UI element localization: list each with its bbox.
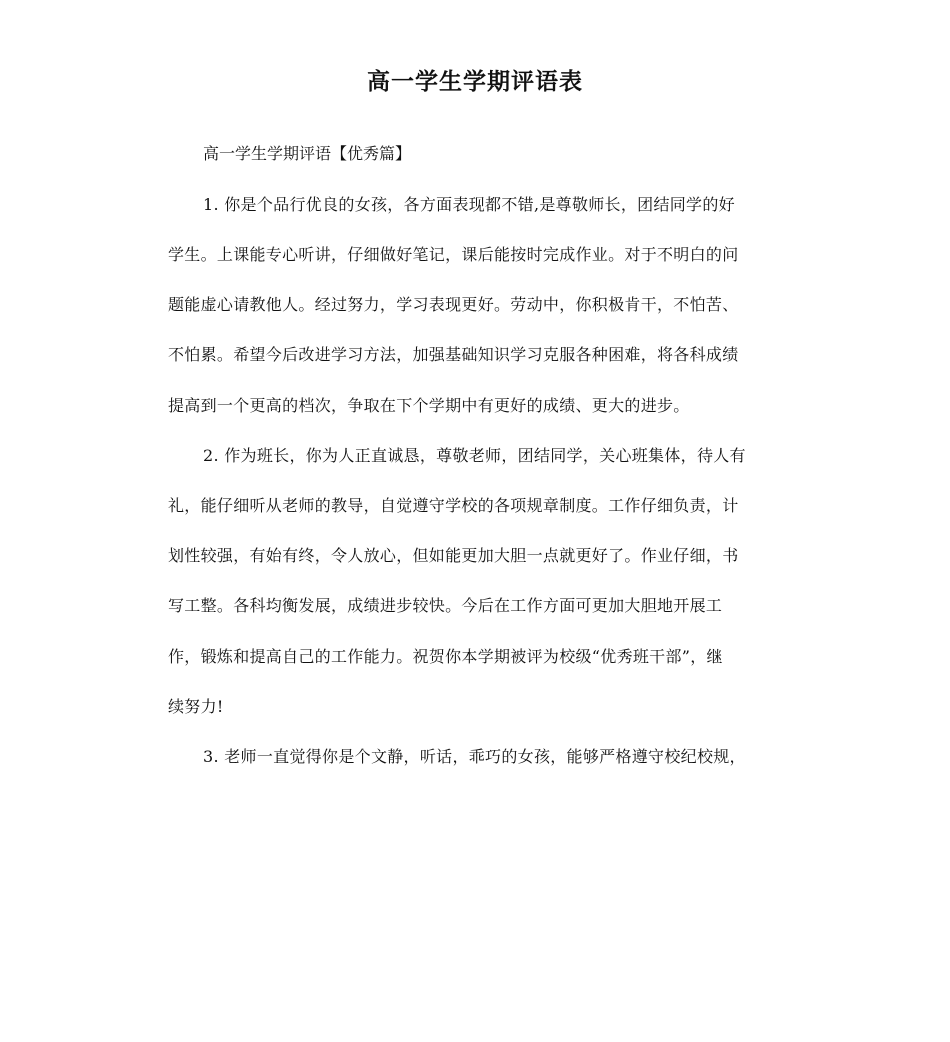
paragraph-line: 续努力! [168, 697, 224, 716]
paragraph-line: 题能虚心请教他人。经过努力，学习表现更好。劳动中，你积极肯干，不怕苦、 [168, 295, 739, 314]
document-title: 高一学生学期评语表 [367, 69, 583, 95]
paragraph-line: 学生。上课能专心听讲，仔细做好笔记，课后能按时完成作业。对于不明白的问 [168, 245, 739, 264]
paragraph-line: 划性较强，有始有终，令人放心，但如能更加大胆一点就更好了。作业仔细，书 [168, 546, 739, 565]
paragraph-line: 作，锻炼和提高自己的工作能力。祝贺你本学期被评为校级“优秀班干部”，继 [168, 647, 723, 666]
paragraph-line: 提高到一个更高的档次，争取在下个学期中有更好的成绩、更大的进步。 [168, 396, 690, 415]
paragraph-line: 3. 老师一直觉得你是个文静，听话，乖巧的女孩，能够严格遵守校纪校规， [203, 747, 746, 766]
section-heading: 高一学生学期评语【优秀篇】 [203, 144, 412, 163]
paragraph-line: 不怕累。希望今后改进学习方法，加强基础知识学习克服各种困难，将各科成绩 [168, 345, 739, 364]
paragraph-line: 2. 作为班长，你为人正直诚恳，尊敬老师，团结同学，关心班集体，待人有 [203, 446, 746, 465]
paragraph-line: 写工整。各科均衡发展，成绩进步较快。今后在工作方面可更加大胆地开展工 [168, 596, 723, 615]
paragraph-line: 1. 你是个品行优良的女孩，各方面表现都不错,是尊敬师长，团结同学的好 [203, 195, 735, 214]
paragraph-line: 礼，能仔细听从老师的教导，自觉遵守学校的各项规章制度。工作仔细负责，计 [168, 496, 739, 515]
